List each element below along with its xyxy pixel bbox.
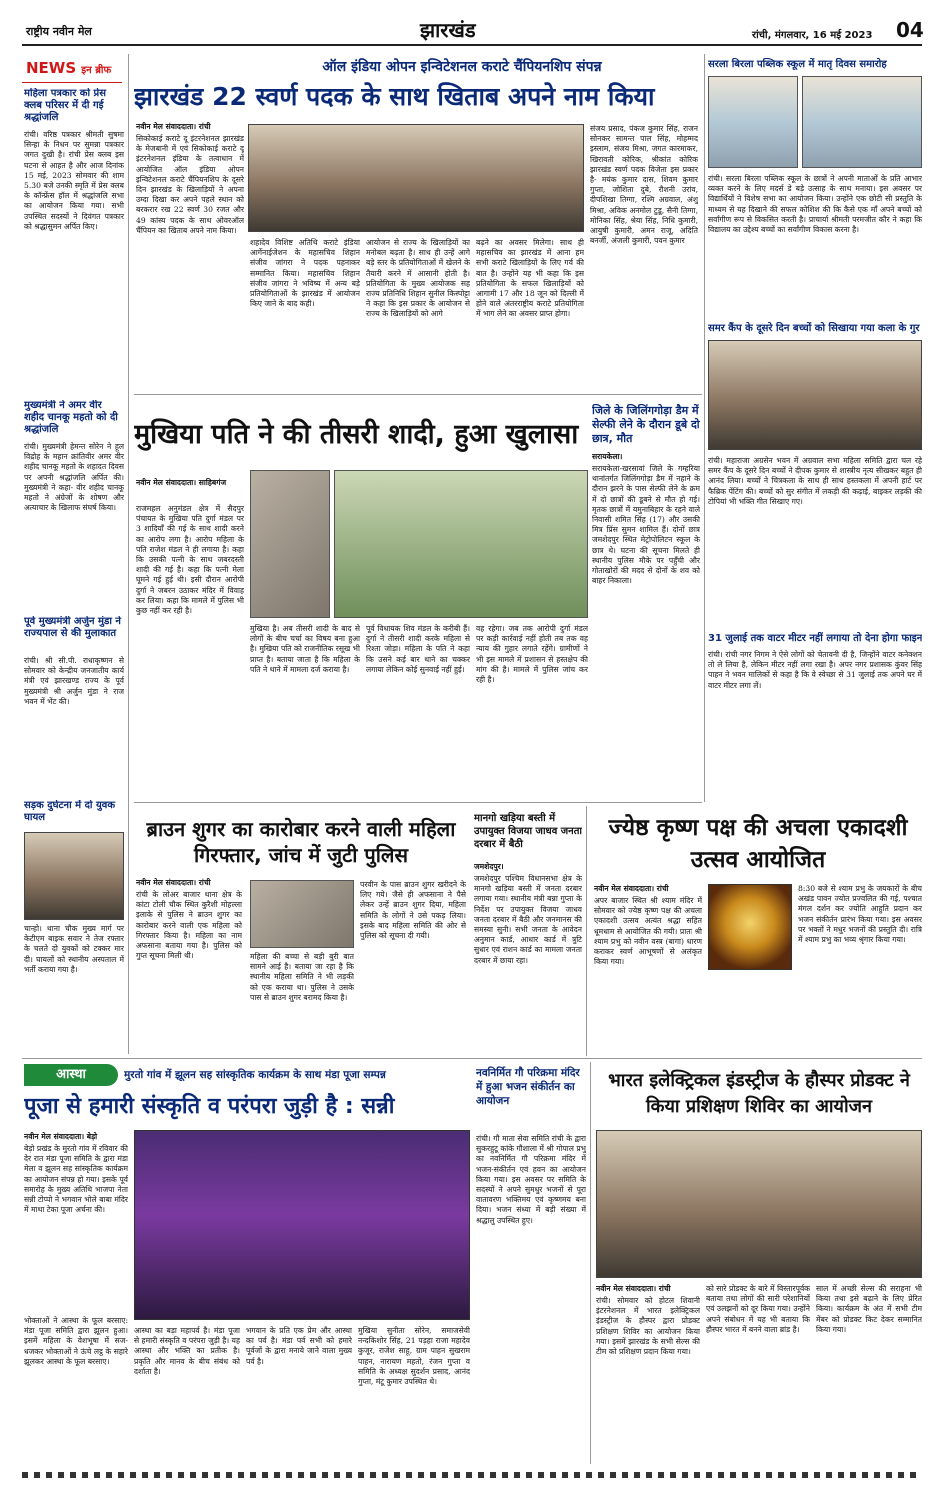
masthead: राष्ट्रीय नवीन मेल	[26, 25, 92, 38]
electrical-col-2: को सारे प्रोडक्ट के बारे में विस्तारपूर्वक बताया तथा लोगों की सारी परेशानियों एवं उलझनों को दूर किया गया। उन्होंने अपने संबोधन में यह भी बताया कि हौस्पर भारत में बनने वाला ब्रांड है।	[706, 1284, 810, 1334]
mukhiya-col-1: राजमहल अनुमंडल क्षेत्र में सैदपुर पंचायत के मुखिया पति दुर्गा मंडल पर 3 शादियाँ की गई के साथ शादी करने का आरोप लगा है। आरोप महिला के पति राजेश मंडल ने ही लगाया है। कहा कि उसकी पत्नी के साथ जबरदस्ती शादी की गई है। कहा कि पत्नी मेला घूमने गई हुई थी। इसी दौरान आरोपी दुर्गा ने जबरन उठाकर मंदिर में विवाह कर लिया। कहा कि मामले में पुलिस भी कुछ नहीं कर रही है।	[136, 504, 244, 616]
school-body: रांची। सरला बिरला पब्लिक स्कूल के छात्रों ने अपनी माताओं के प्रति आभार व्यक्त करने के लिए मदर्स डे बड़े उत्साह के साथ मनाया। इस अवसर पर विद्यार्थियों ने विशेष सभा का आयोजन किया। उन्होंने एक छोटी सी प्रस्तुति के माध्यम से यह दिखाने की सफल कोशिश की कि कैसे एक माँ अपने बच्चों को सर्वांगीण रूप से विकसित करती है। प्राचार्या श्रीमती परमजीत कौर ने कहा कि विद्यालय का उद्देश्य बच्चों का सर्वांगीण विकास करना है।	[708, 174, 922, 235]
camp-headline: समर कैंप के दूसरे दिन बच्चों को सिखाया गया कला के गुर	[708, 323, 920, 334]
page-number: 04	[896, 18, 924, 42]
mukhiya-couple-photo	[250, 470, 330, 618]
aastha-byline: नवीन मेल संवाददाता। बेड़ो	[24, 1132, 98, 1141]
aastha-kicker: मुरतो गांव में झूलन सह सांस्कृतिक कार्यक्रम के साथ मंडा पूजा सम्पन्न	[124, 1069, 386, 1081]
camp-body: रांची। महाराजा अग्रसेन भवन में अग्रवाल सभा महिला समिति द्वारा चल रहे समर कैंप के दूसरे दिन बच्चों ने दीपक कुमार से शास्त्रीय नृत्य सीखकर बहुत ही आनंद लिया। बच्चों ने चित्रकला के साथ ही साथ हस्तकला में अपनी हार्ट पर फैब्रिक पेंटिंग की। बच्चों को सुर संगीत में लकड़ी की कढ़ाई, बाइकर लड़की की टोपियां भी भक्ति गीत सिखाए गए।	[708, 456, 922, 506]
aastha-stage-photo	[134, 1130, 470, 1320]
brownsugar-photo	[250, 880, 354, 948]
meter-headline: 31 जुलाई तक वाटर मीटर नहीं लगाया तो देना होगा फाइन	[708, 633, 922, 644]
school-headline: सरला बिरला पब्लिक स्कूल में मातृ दिवस समारोह	[708, 59, 887, 70]
mukhiya-man-photo	[334, 470, 588, 618]
karate-headline: झारखंड 22 स्वर्ण पदक के साथ खिताब अपने नाम किया	[134, 82, 655, 111]
electrical-headline: भारत इलेक्ट्रिकल इंडस्ट्रीज के हौस्पर प्रोडक्ट ने किया प्रशिक्षण शिविर का आयोजन	[608, 1070, 910, 1117]
aastha-headline: पूजा से हमारी संस्कृति व परंपरा जुड़ी है : सन्नी	[24, 1094, 395, 1119]
brownsugar-headline: ब्राउन शुगर का कारोबार करने वाली महिला गिरफ्तार, जांच में जुटी पुलिस	[146, 817, 456, 867]
brief-body-2: रांची। मुख्यमंत्री हेमन्त सोरेन ने हूल विद्रोह के महान क्रांतिवीर अमर वीर शहीद चानकू महतो के शहादत दिवस पर अपनी श्रद्धांजलि अर्पित की। मुख्यमंत्री ने कहा- वीर शहीद चानकू महतो ने अंग्रेजों के शोषण और अत्याचार के खिलाफ संघर्ष किया।	[24, 442, 124, 513]
brief-headline-1: महिला पत्रकार को प्रेस क्लब परिसर में दी गई श्रद्धांजलि	[24, 88, 106, 123]
mukhiya-byline: नवीन मेल संवाददाता। साहिबगंज	[136, 478, 227, 487]
electrical-group-photo	[596, 1130, 922, 1278]
karate-col-5: संजय प्रसाद, पंकज कुमार सिंह, राजन सोनकर सामन्त पाल सिंह, मोहम्मद इस्लाम, संजय मिश्रा, जगत कारमाकर, खिरावती कोरिक, श्रीकांत कोरिक झारखंड स्वर्ण पदक विजेता इस प्रकार है- मयंक कुमार दास, शिवम कुमार गुप्ता, जोशिता दुबे, रौशनी उरांव, दीपशिखा तिग्गा, रश्मि अग्रवाल, अंशु मिश्रा, अविक अनमोल टुडू, सैनी तिग्गा, मोनिका सिंह, श्रेया सिंह, निधि कुमारी, आयुषी कुमारी, अमन राजू, अदिति बनर्जी, अंजली कुमारी, पवन कुमार	[590, 124, 698, 246]
karate-col-1: सिकोकाई कराटे दू इंटरनेशनल झारखंड के मेजबानी में एवं सिकोकाई कराटे दू इंटरनेशनल इंडिया के तत्वाधान में आयोजित ऑल इंडिया ओपन इन्विटेशनल कराटे चैंपियनशिप के दूसरे दिन झारखंड के खिलाड़ियों ने अपना उम्दा दिखा कर अपने पहले स्थान को बरकरार रख 22 स्वर्ण 30 रजत और 49 कांस्य पदक के साथ ओवरऑल चैंपियन का खिताब अपने नाम किया।	[136, 134, 244, 235]
brownsugar-byline: नवीन मेल संवाददाता। रांची	[136, 878, 211, 887]
brief-body-4: चान्हो। थाना चौक मुख्य मार्ग पर केटीएम बाइक सवार ने तेज रफ्तार के चलते दो युवकों को टक्कर मार दी। घायलों को स्थानीय अस्पताल में भर्ती कराया गया है।	[24, 924, 124, 974]
karate-byline: नवीन मेल संवाददाता। रांची	[136, 122, 211, 131]
header-rule	[22, 44, 922, 46]
brownsugar-col-2: महिला की बच्चा से बड़ी बुरी बात सामने आई है। बताया जा रहा है कि स्थानीय महिला समिति ने भी लड़की को एक कराया था। पुलिस ने उसके पास से ब्राउन शुगर बरामद किया है।	[250, 952, 354, 1002]
camp-photo	[708, 340, 922, 450]
brief-headline-2: मुख्यमंत्री ने अमर वीर शहीद चानकू महतो को दी श्रद्धांजलि	[24, 400, 118, 435]
karate-team-photo	[248, 124, 584, 232]
aastha-col-1: बेड़ो प्रखंड के मुरतो गांव में रविवार की देर रात मंडा पूजा समिति के द्वारा मंडा मेला व झूलन सह सांस्कृतिक कार्यक्रम का आयोजन संपन्न हो गया। इसके पूर्व समारोह के मुख्य अतिथि भाजपा नेता सन्नी टोप्पो ने भगवान भोले बाबा मंदिर में माथा टेका पूजा अर्चना की।	[24, 1144, 128, 1215]
meter-body: रांची। रांची नगर निगम ने ऐसे लोगों को चेतावनी दी है, जिन्होंने वाटर कनेक्शन तो ले लिया है, लेकिन मीटर नहीं लगा रखा है। अपर नगर प्रशासक कुंवर सिंह पाहन ने भवन मालिकों से कहा है कि वे स्वेच्छा से 31 जुलाई तक अपने घर में वाटर मीटर लगा लें।	[708, 650, 922, 690]
shyam-prabhu-photo	[708, 884, 792, 970]
mango-body: जमशेदपुर पश्चिम विधानसभा क्षेत्र के मानगो खड़िया बस्ती में जनता दरबार लगाया गया। स्थानीय मंत्री बन्ना गुप्ता के निर्देश पर उपायुक्त विजया जाधव जनता दरबार में बैठी और जनमानस की समस्या सुनी। सभी जनता के आवेदन अनुमान कार्ड, आधार कार्ड में त्रुटि सुधार एवं राशन कार्ड का मामला जनता दरबार में छाया रहा।	[474, 874, 582, 965]
aastha-col-1b: भोक्ताओं ने आस्था के फूल बरसाए: मंडा पूजा समिति द्वारा झूलन हुआ। इसमें महिला के वेशभूषा में सज-धजकर भोक्ताओं ने ऊंचे लट्ठ के सहारे झूलकर आस्था के फूल बरसाए।	[24, 1316, 128, 1366]
electrical-byline: नवीन मेल संवाददाता। रांची	[596, 1284, 671, 1293]
mukhiya-col-3: पूर्व विधायक शिव मंडल के करीबी हैं। दुर्गा ने तीसरी शादी करके महिला से रिश्ता जोड़ा। महिला के पति ने कहा कि उसने कई बार थाने का चक्कर लगाया लेकिन कोई सुनवाई नहीं हुई।	[366, 624, 470, 674]
aastha-col-2: आस्था का बड़ा महापर्व है। मंडा पूजा से हमारी संस्कृति व परंपरा जुड़ी है। यह आस्था और भक्ति का प्रतीक है। प्रकृति और मानव के बीच संबंध को दर्शाता है।	[134, 1326, 240, 1376]
mukhiya-headline: मुखिया पति ने की तीसरी शादी, हुआ खुलासा	[134, 419, 579, 450]
bhajan-body: रांची। गौ माता सेवा समिति रांची के द्वारा सुकरहुटू कांके गौशाला में श्री गोपाल प्रभु का नवनिर्मित गौ परिक्रमा मंदिर में भजन-संकीर्तन एवं हवन का आयोजन किया गया। इस अवसर पर समिति के सदस्यों ने अपने सुमधुर भजनों से पूरा वातावरण भक्तिमय एवं कृष्णमय बना दिया। भजन संध्या में बड़ी संख्या में श्रद्धालु उपस्थित हुए।	[476, 1134, 586, 1225]
aastha-col-3: भगवान के प्रति एक प्रेम और आस्था का पर्व है। मंडा पर्व सभी को हमारे पूर्वजों के द्वारा मनाये जाने वाला मुख्य पर्व है।	[246, 1326, 352, 1366]
ekadashi-headline: ज्येष्ठ कृष्ण पक्ष की अचला एकादशी उत्सव आयोजित	[608, 815, 908, 873]
brief-body-3: रांची। श्री सी.पी. राधाकृष्णन से सोमवार को केन्द्रीय जनजातीय कार्य मंत्री एवं झारखण्ड राज्य के पूर्व मुख्यमंत्री श्री अर्जुन मुंडा ने राज भवन में भेंट की।	[24, 656, 124, 706]
dam-headline: जिले के जिलिंगगोड़ा डैम में सेल्फी लेने के दौरान डूबे दो छात्र, मौत	[592, 404, 700, 445]
aastha-tag-label: आस्था	[56, 1067, 86, 1082]
brief-headline-3: पूर्व मुख्यमंत्री अर्जुन मुंडा ने राज्यपाल से की मुलाकात	[24, 616, 121, 639]
dateline: रांची, मंगलवार, 16 मई 2023	[752, 30, 873, 41]
brownsugar-col-3: परवीन के पास ब्राउन शुगर खरीदने के लिए गये। जैसे ही अफसाना ने पैसे लेकर उन्हें ब्राउन शुगर दिया, महिला समिति के लोगों ने उसे पकड़ लिया। इसके बाद महिला समिति की ओर से पुलिस को सूचना दी गयी।	[360, 880, 466, 941]
ekadashi-byline: नवीन मेल संवाददाता। रांची	[594, 884, 669, 893]
electrical-col-1: रांची। सोमवार को होटल शिवानी इंटरनेशनल में भारत इलेक्ट्रिकल इंडस्ट्रीज के हौस्पर द्वारा प्रोडक्ट प्रशिक्षण शिविर का आयोजन किया गया। इसमें झारखंड के सभी सेल्स की टीम को प्रशिक्षण प्रदान किया गया।	[596, 1296, 700, 1357]
bhajan-headline: नवनिर्मित गौ परिक्रमा मंदिर में हुआ भजन संकीर्तन का आयोजन	[476, 1067, 580, 1107]
dam-body: सरायकेला-खरसावां जिले के गम्हरिया थानांतर्गत जिलिंगगोड़ा डैम में नहाने के दौरान झरने के पास सेल्फी लेने के क्रम में दो छात्रों की डूबने से मौत हो गई। मृतक छात्रों में यमुनाबिहार के रहने वाले निवासी शमित सिंह (17) और उसकी मित्र प्रिंस सुमन शामिल हैं। दोनों छात्र जमशेदपुर स्थित मेट्रोपोलिटन स्कूल के छात्र थे। घटना की सूचना मिलते ही स्थानीय पुलिस मौके पर पहुँची और गोताखोरों की मदद से दोनों के शव को बाहर निकाला।	[592, 464, 700, 586]
karate-col-2: शहादेव विशिष्ट अतिथि कराटे इंडिया आर्गेनाईजेशन के महासचिव शिहान संजीव जांगरा ने पदक पहनाकर सम्मानित किया। महासचिव शिहान संजीव जांगरा ने भविष्य में अन्य बड़े प्रतियोगिताओं के झारखंड में आयोजन किए जाने के बाद कही।	[250, 238, 360, 309]
brief-label: इन ब्रीफ	[81, 65, 112, 76]
mukhiya-col-2: मुखिया है। अब तीसरी शादी के बाद से लोगों के बीच चर्चा का विषय बना हुआ है। मुखिया पति को राजनीतिक रसूख भी प्राप्त है। बताया जाता है कि महिला के पति ने थाने में मामला दर्ज कराया है।	[250, 624, 360, 674]
dam-byline: सरायकेला।	[592, 452, 623, 461]
news-label: NEWS	[26, 59, 77, 77]
mango-headline: मानगो खड़िया बस्ती में उपायुक्त विजया जाधव जनता दरबार में बैठी	[474, 813, 582, 850]
karate-col-3: आयोजन से राज्य के खिलाड़ियों का मनोबल बढ़ता है। साथ ही उन्हें आगे बड़े स्तर के प्रतियोगिताओं में खेलने के तैयारी करने में आसानी होती है। प्रतियोगिता के मुख्य आयोजक सह राज्य प्रतिनिधि शिहान सुनील किस्पोट्टा ने कहा कि इस प्रकार के आयोजन से राज्य के खिलाड़ियों को आगे	[366, 238, 470, 319]
electrical-col-3: साल में अच्छी सेल्स की सराहना भी किया तथा इसे बढ़ाने के लिए प्रेरित किया। कार्यक्रम के अंत में सभी टीम मेंबर को प्रोडक्ट किट देकर सम्मानित किया गया।	[816, 1284, 922, 1334]
brief-headline-4: सड़क दुर्घटना में दो युवक घायल	[24, 800, 116, 823]
mango-byline: जमशेदपुर।	[474, 862, 504, 871]
school-photo-1	[708, 76, 798, 168]
brief-body-1: रांची। वरिष्ठ पत्रकार श्रीमती सुषमा सिन्हा के निधन पर सुमन्ना पत्रकार जगत दुखी है। रांची प्रेस क्लब इस घटना से आहत है और आज दिनांक 15 मई, 2023 सोमवार की शाम 5.30 बजे उनकी स्मृति में प्रेस क्लब के कॉन्फ्रेंस हॉल में श्रद्धांजलि सभा का आयोजन किया गया। सभी उपस्थित सदस्यों ने दिवंगत पत्रकार को श्रद्धासुमन अर्पित किए।	[24, 130, 124, 231]
news-in-brief-label	[26, 58, 136, 80]
karate-col-4: बढ़ने का अवसर मिलेगा। साथ ही महासचिव का झारखंड में आना हम सभी कराटे खिलाड़ियों के लिए गर्व की बात है। उन्होंने यह भी कहा कि इस प्रतियोगिता के सफल खिलाड़ियों को आगामी 17 और 18 जून को दिल्ली में होने वाले अंतरराष्ट्रीय कराटे प्रतियोगिता में भाग लेने का अवसर प्राप्त होगा।	[476, 238, 584, 319]
brownsugar-col-1: रांची के लोअर बाजार थाना क्षेत्र के कांटा टोली चौक स्थित कुरैशी मोहल्ला इलाके से पुलिस ने ब्राउन शुगर का कारोबार करने वाली एक महिला को गिरफ्तार किया है। महिला का नाम अफसाना बताया गया है। पुलिस को गुप्त सूचना मिली थी।	[136, 890, 242, 961]
accident-photo	[24, 832, 124, 920]
section-title: झारखंड	[420, 18, 476, 42]
footer-color-bar	[22, 1472, 922, 1478]
mukhiya-col-4: वह रहेगा। जब तक आरोपी दुर्गा मंडल पर कड़ी कार्रवाई नहीं होती तब तक वह न्याय की गुहार लगाते रहेंगे। ग्रामीणों ने भी इस मामले में प्रशासन से हस्तक्षेप की मांग की है। मामले में पुलिस जांच कर रही है।	[476, 624, 588, 685]
ekadashi-col-1: अपर बाजार स्थित श्री श्याम मंदिर में सोमवार को ज्येष्ठ कृष्ण पक्ष की अचला एकादशी उत्सव अत्यंत श्रद्धा सहित धूमधाम से आयोजित की गयी। प्रातः श्री श्याम प्रभु को नवीन वस्त्र (बागा) धारण कराकर स्वर्ण आभूषणों से अलंकृत किया गया।	[594, 896, 702, 967]
karate-kicker: ऑल इंडिया ओपन इन्विटेशनल कराटे चैंपियनशिप संपन्न	[322, 59, 602, 75]
aastha-col-4: मुखिया सुनीता सोरेन, समाजसेवी नन्दकिशोर सिंह, 21 पड़हा राजा महादेव कुजूर, राजेश साहू, ग्राम पाहन सुखराम पाहन, नारायण महतो, रंजन गुप्ता व समिति के अध्यक्ष सुदर्शन प्रसाद, आनंद गुप्ता, मंटू कुमार उपस्थित थे।	[358, 1326, 470, 1387]
aastha-tag	[24, 1064, 118, 1086]
ekadashi-col-2: 8:30 बजे से श्याम प्रभु के जयकारों के बीच अखंड पावन ज्योत प्रज्वलित की गई, पश्चात मंगल दर्शन कर ज्योति आहुति प्रदान कर भजन संकीर्तन प्रारंभ किया गया। इस अवसर पर भक्तों ने मधुर भजनों की प्रस्तुति दी। रात्रि में श्याम प्रभु का भव्य श्रृंगार किया गया।	[798, 884, 922, 945]
school-photo-2	[802, 76, 922, 168]
